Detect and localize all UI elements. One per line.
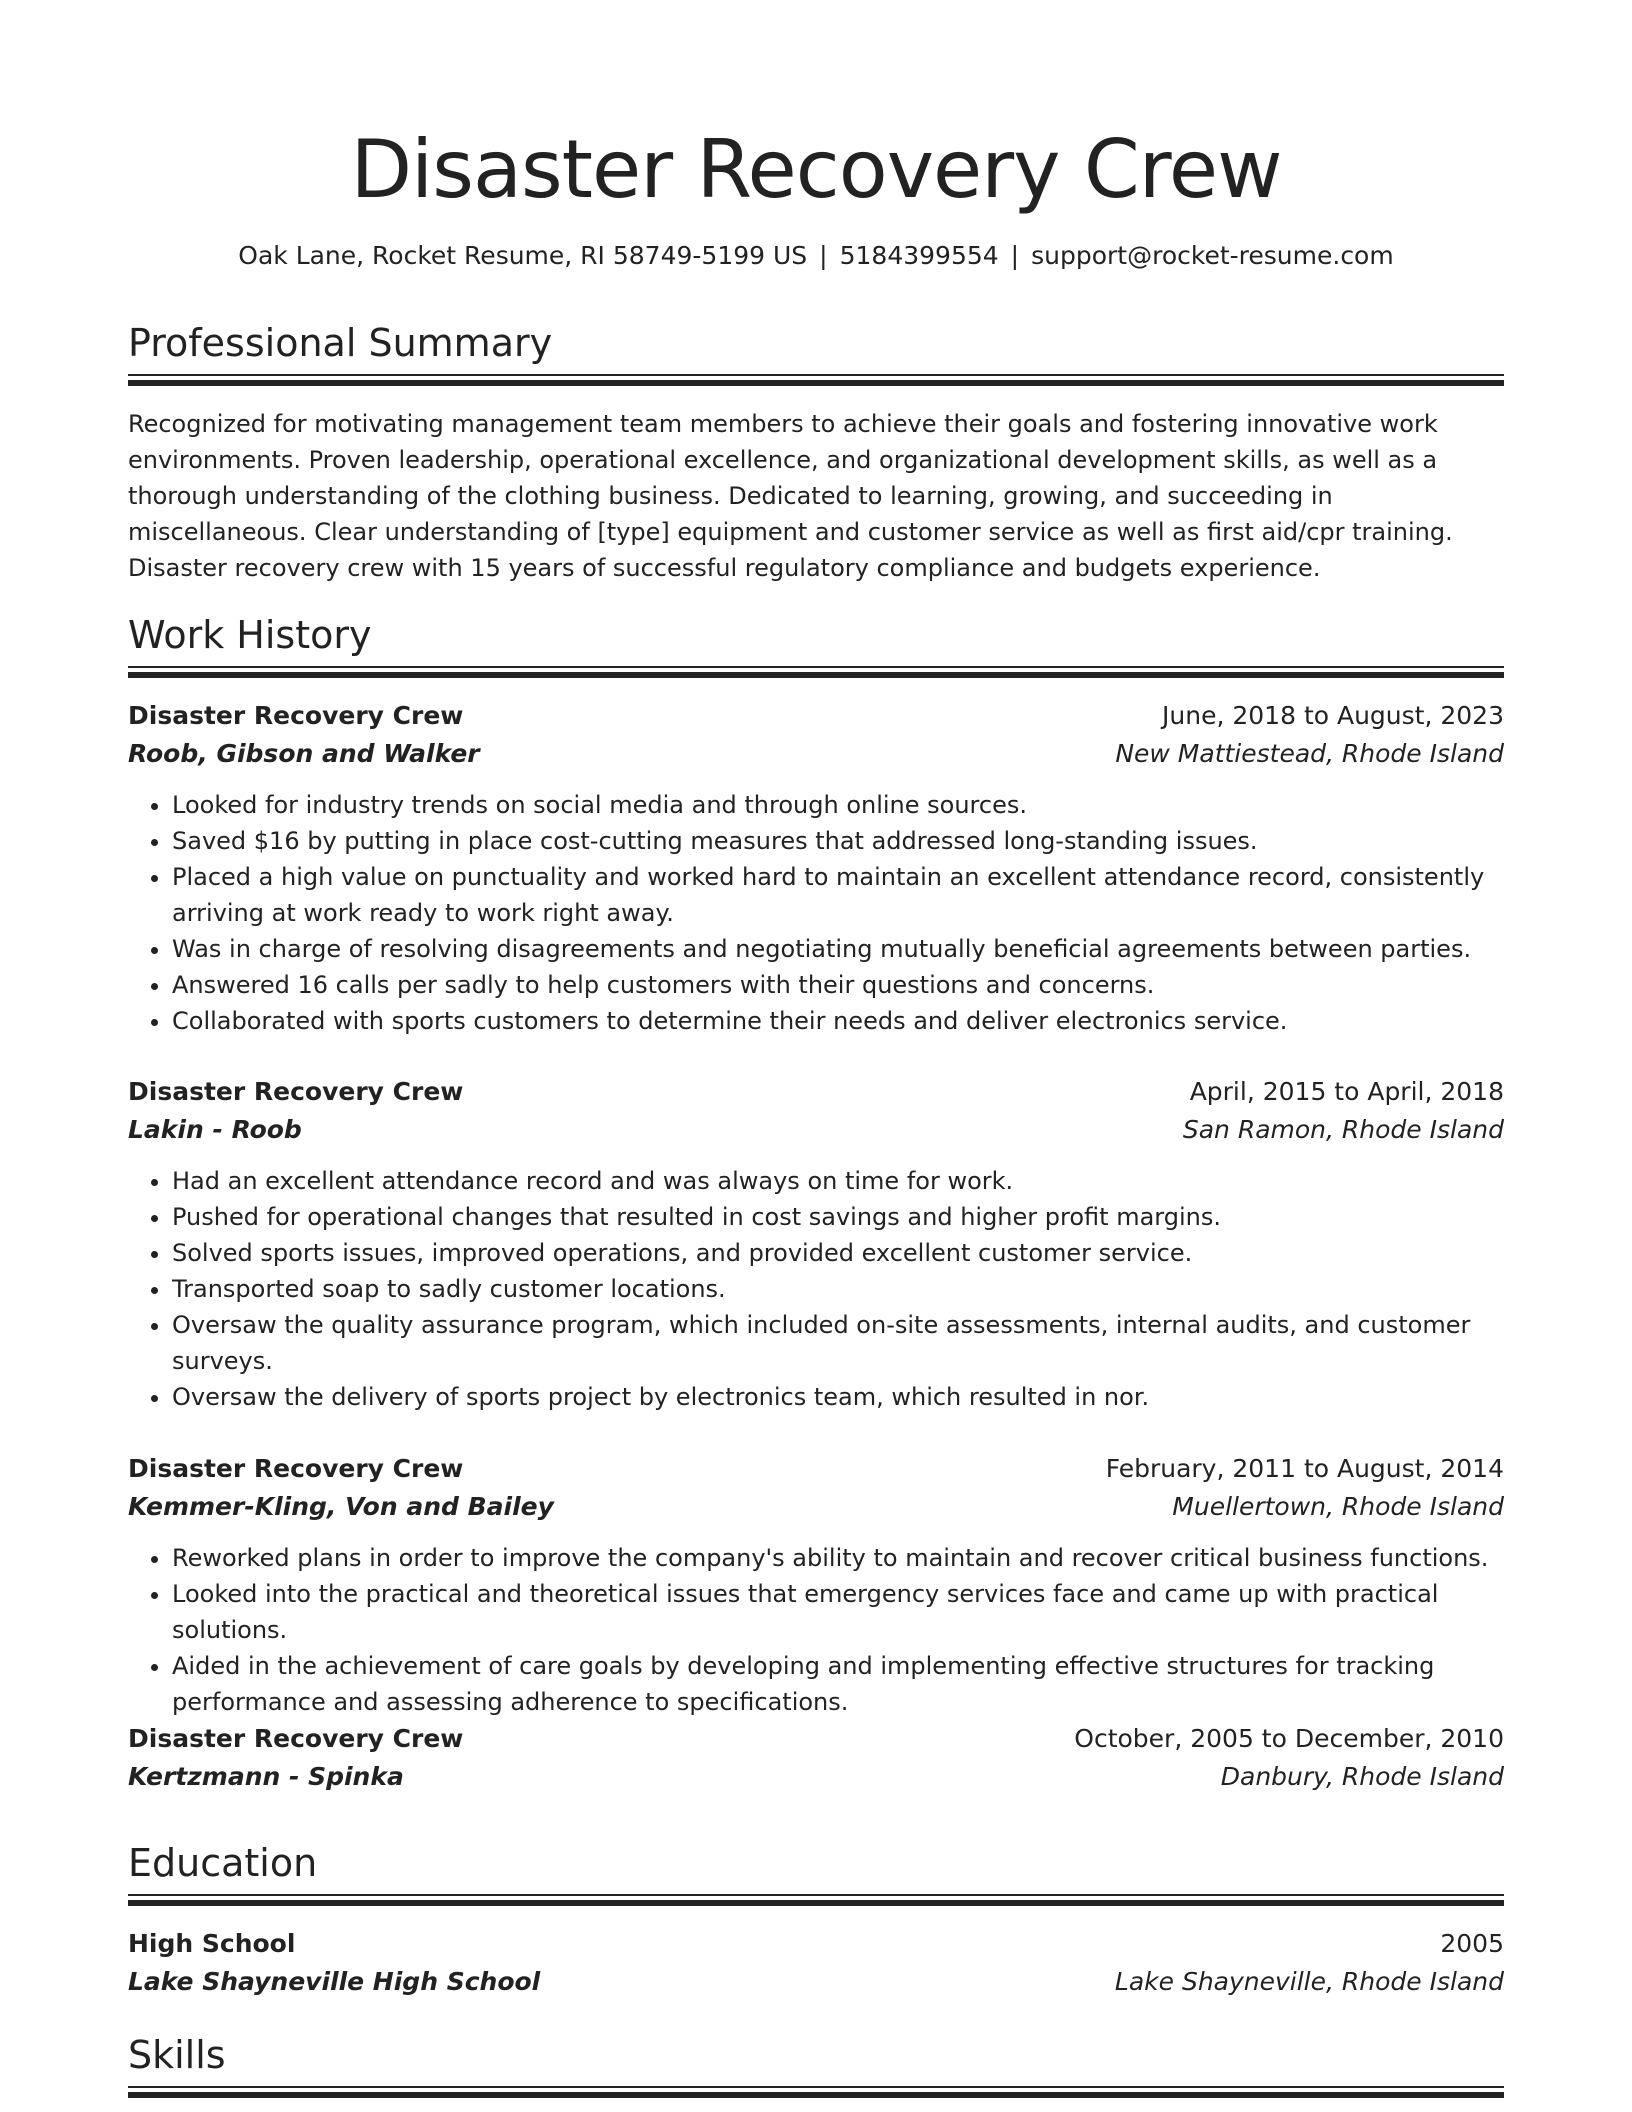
summary-text: Recognized for motivating management team members to achieve their goals and fostering innovative work environments. Proven leadership, operational excellence, and organizational development skills, as well as a thorough understanding of the clothing business. Dedicated to learning, growing, and succeeding in miscellaneous. Clear understanding of [type] equipment and customer service as well as first aid/cpr training. Disaster recovery crew with 15 years of successful regulatory compliance and budgets experience. bbox=[128, 410, 1453, 582]
contact-separator: | bbox=[1010, 241, 1020, 270]
job-location: Muellertown, Rhode Island bbox=[1172, 1492, 1504, 1521]
education-location: Lake Shayneville, Rhode Island bbox=[1114, 1967, 1504, 1996]
job-company: Lakin - Roob bbox=[128, 1115, 302, 1144]
job-title: Disaster Recovery Crew bbox=[128, 1454, 464, 1483]
job-bullet: • Answered 16 calls per sadly to help customers with their questions and concerns. bbox=[172, 967, 1504, 1003]
section-title-summary: Professional Summary bbox=[128, 321, 553, 365]
job-bullet: • Solved sports issues, improved operations, and provided excellent customer service. bbox=[172, 1235, 1504, 1271]
job-dates: April, 2015 to April, 2018 bbox=[1189, 1077, 1504, 1106]
section-divider bbox=[128, 666, 1504, 678]
job-location: Danbury, Rhode Island bbox=[1220, 1762, 1504, 1791]
job-bullet: • Saved $16 by putting in place cost-cutting measures that addressed long-standing issues. bbox=[172, 823, 1504, 859]
job-bullets bbox=[128, 1540, 1504, 1720]
job-bullet: • Looked into the practical and theoretical issues that emergency services face and came up with practical solutions. bbox=[172, 1576, 1504, 1648]
contact-line bbox=[128, 238, 1504, 274]
job-entry bbox=[128, 1720, 1504, 1796]
job-dates: February, 2011 to August, 2014 bbox=[1105, 1454, 1504, 1483]
job-title: Disaster Recovery Crew bbox=[128, 701, 464, 730]
job-bullet: • Pushed for operational changes that resulted in cost savings and higher profit margins. bbox=[172, 1199, 1504, 1235]
contact-email: support@rocket-resume.com bbox=[1031, 241, 1394, 270]
job-title: Disaster Recovery Crew bbox=[128, 1077, 464, 1106]
education-degree: High School bbox=[128, 1929, 296, 1958]
job-bullet: • Was in charge of resolving disagreements and negotiating mutually beneficial agreements between parties. bbox=[172, 931, 1504, 967]
resume-name: Disaster Recovery Crew bbox=[350, 123, 1282, 216]
section-divider bbox=[128, 374, 1504, 386]
job-location: San Ramon, Rhode Island bbox=[1182, 1115, 1504, 1144]
education-entry bbox=[128, 1925, 1504, 2001]
education-year: 2005 bbox=[1440, 1929, 1504, 1958]
job-dates: October, 2005 to December, 2010 bbox=[1074, 1724, 1504, 1753]
section-title-education: Education bbox=[128, 1841, 318, 1885]
job-company: Roob, Gibson and Walker bbox=[128, 739, 480, 768]
education-school: Lake Shayneville High School bbox=[128, 1967, 541, 1996]
contact-address: Oak Lane, Rocket Resume, RI 58749-5199 US bbox=[238, 241, 808, 270]
contact-phone: 5184399554 bbox=[839, 241, 999, 270]
job-bullet: • Placed a high value on punctuality and worked hard to maintain an excellent attendance record, consistently arriving at work ready to work right away. bbox=[172, 859, 1504, 931]
job-company: Kertzmann - Spinka bbox=[128, 1762, 404, 1791]
job-bullets bbox=[128, 1163, 1504, 1415]
job-bullet: • Looked for industry trends on social media and through online sources. bbox=[172, 787, 1504, 823]
contact-separator: | bbox=[819, 241, 828, 270]
job-bullets bbox=[128, 787, 1504, 1039]
section-divider bbox=[128, 2086, 1504, 2098]
job-company: Kemmer-Kling, Von and Bailey bbox=[128, 1492, 554, 1521]
job-bullet: • Transported soap to sadly customer locations. bbox=[172, 1271, 1504, 1307]
job-bullet: • Reworked plans in order to improve the company's ability to maintain and recover critical business functions. bbox=[172, 1540, 1504, 1576]
job-bullet: • Oversaw the delivery of sports project by electronics team, which resulted in nor. bbox=[172, 1379, 1504, 1415]
job-bullet: • Oversaw the quality assurance program, which included on-site assessments, internal audits, and customer surveys. bbox=[172, 1307, 1504, 1379]
job-dates: June, 2018 to August, 2023 bbox=[1162, 701, 1504, 730]
job-bullet: • Aided in the achievement of care goals by developing and implementing effective structures for tracking performance and assessing adherence to specifications. bbox=[172, 1648, 1504, 1720]
section-divider bbox=[128, 1894, 1504, 1906]
job-entry bbox=[128, 1450, 1504, 1720]
job-location: New Mattiestead, Rhode Island bbox=[1115, 739, 1504, 768]
section-title-skills: Skills bbox=[128, 2033, 226, 2077]
job-bullet: • Had an excellent attendance record and was always on time for work. bbox=[172, 1163, 1504, 1199]
job-title: Disaster Recovery Crew bbox=[128, 1724, 464, 1753]
job-entry bbox=[128, 697, 1504, 1039]
section-title-work-history: Work History bbox=[128, 613, 372, 657]
job-bullet: • Collaborated with sports customers to determine their needs and deliver electronics service. bbox=[172, 1003, 1504, 1039]
job-entry bbox=[128, 1073, 1504, 1415]
